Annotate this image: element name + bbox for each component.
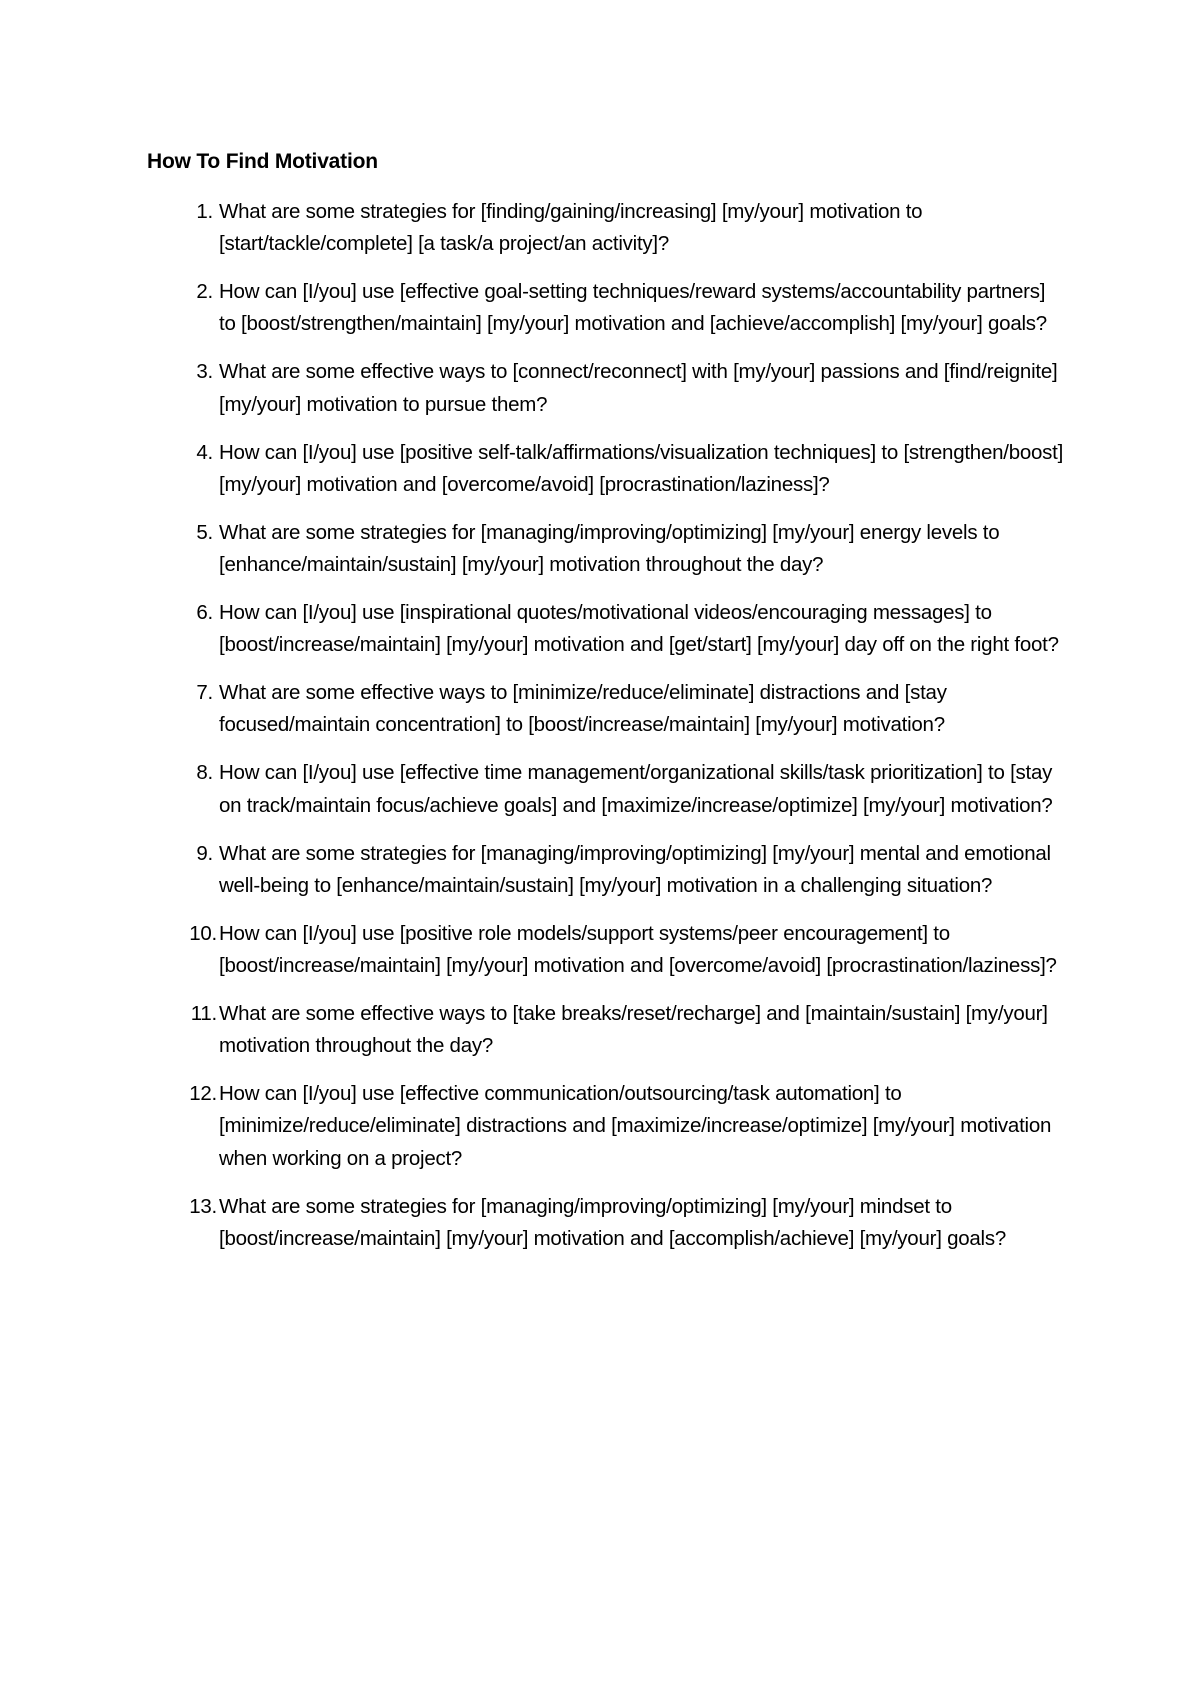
list-item-number: 2. bbox=[196, 280, 213, 304]
list-item-text: What are some effective ways to [minimize/reduce/eliminate] distractions and [stay focused/maintain concentration] to [boost/increase/maintain] [my/your] motivation? bbox=[219, 681, 947, 737]
list-item-number: 10. bbox=[189, 921, 217, 945]
list-item bbox=[147, 276, 1067, 340]
list-item bbox=[147, 838, 1067, 902]
list-item-text: How can [I/you] use [inspirational quotes/motivational videos/encouraging messages] to [boost/increase/maintain] [my/your] motivation and [get/start] [my/your] day off on the right foot? bbox=[219, 601, 1059, 657]
list-item-text: How can [I/you] use [effective goal-setting techniques/reward systems/accountability partners] to [boost/strengthen/maintain] [my/your] motivation and [achieve/accomplish] [my/your] goals? bbox=[219, 280, 1047, 336]
list-item bbox=[147, 517, 1067, 581]
list-item-number: 5. bbox=[196, 520, 213, 544]
list-item bbox=[147, 196, 1067, 260]
list-item-text: What are some strategies for [managing/improving/optimizing] [my/your] mental and emotional well-being to [enhance/maintain/sustain] [my/your] motivation in a challenging situation? bbox=[219, 841, 1051, 897]
list-item bbox=[147, 597, 1067, 661]
list-item-number: 8. bbox=[196, 761, 213, 785]
list-item-number: 13. bbox=[189, 1194, 217, 1218]
list-item-number: 3. bbox=[196, 360, 213, 384]
list-item-number: 12. bbox=[189, 1082, 217, 1106]
list-item-text: How can [I/you] use [positive role models/support systems/peer encouragement] to [boost/increase/maintain] [my/your] motivation and [overcome/avoid] [procrastination/laziness]? bbox=[219, 921, 1057, 978]
list-item-text: How can [I/you] use [positive self-talk/affirmations/visualization techniques] to [strengthen/boost] [my/your] motivation and [overcome/avoid] [procrastination/laziness]? bbox=[219, 440, 1064, 496]
list-item-number: 11. bbox=[190, 1002, 217, 1026]
list-item bbox=[147, 356, 1067, 420]
list-item-text: What are some strategies for [managing/improving/optimizing] [my/your] mindset to [boost/increase/maintain] [my/your] motivation and [accomplish/achieve] [my/your] goals? bbox=[219, 1194, 1006, 1250]
list-item-number: 6. bbox=[196, 601, 213, 625]
list-item-number: 1. bbox=[196, 200, 213, 223]
list-item bbox=[147, 1078, 1067, 1175]
list-item bbox=[147, 677, 1067, 741]
list-item bbox=[147, 437, 1067, 501]
list-item bbox=[147, 918, 1067, 982]
list-item-number: 4. bbox=[196, 440, 213, 464]
list-item-text: How can [I/you] use [effective communication/outsourcing/task automation] to [minimize/reduce/eliminate] distractions and [maximize/increase/optimize] [my/your] motivation when working on a project? bbox=[219, 1082, 1052, 1170]
question-list bbox=[147, 196, 1067, 1271]
list-item-number: 9. bbox=[196, 841, 213, 865]
list-item bbox=[147, 757, 1067, 821]
list-item-number: 7. bbox=[196, 681, 213, 705]
list-item bbox=[147, 1191, 1067, 1255]
list-item-text: What are some effective ways to [take breaks/reset/recharge] and [maintain/sustain] [my/your] motivation throughout the day? bbox=[219, 1002, 1048, 1058]
list-item-text: What are some strategies for [finding/gaining/increasing] [my/your] motivation to [start/tackle/complete] [a task/a project/an activity]? bbox=[219, 200, 923, 256]
list-item-text: What are some strategies for [managing/improving/optimizing] [my/your] energy levels to [enhance/maintain/sustain] [my/your] motivation throughout the day? bbox=[219, 520, 1000, 577]
document-title: How To Find Motivation bbox=[147, 150, 378, 173]
list-item-text: How can [I/you] use [effective time management/organizational skills/task prioritization] to [stay on track/maintain focus/achieve goals] and [maximize/increase/optimize] [my/your] motivation? bbox=[219, 761, 1053, 817]
list-item bbox=[147, 998, 1067, 1062]
list-item-text: What are some effective ways to [connect/reconnect] with [my/your] passions and [find/reignite] [my/your] motivation to pursue them? bbox=[219, 360, 1058, 416]
